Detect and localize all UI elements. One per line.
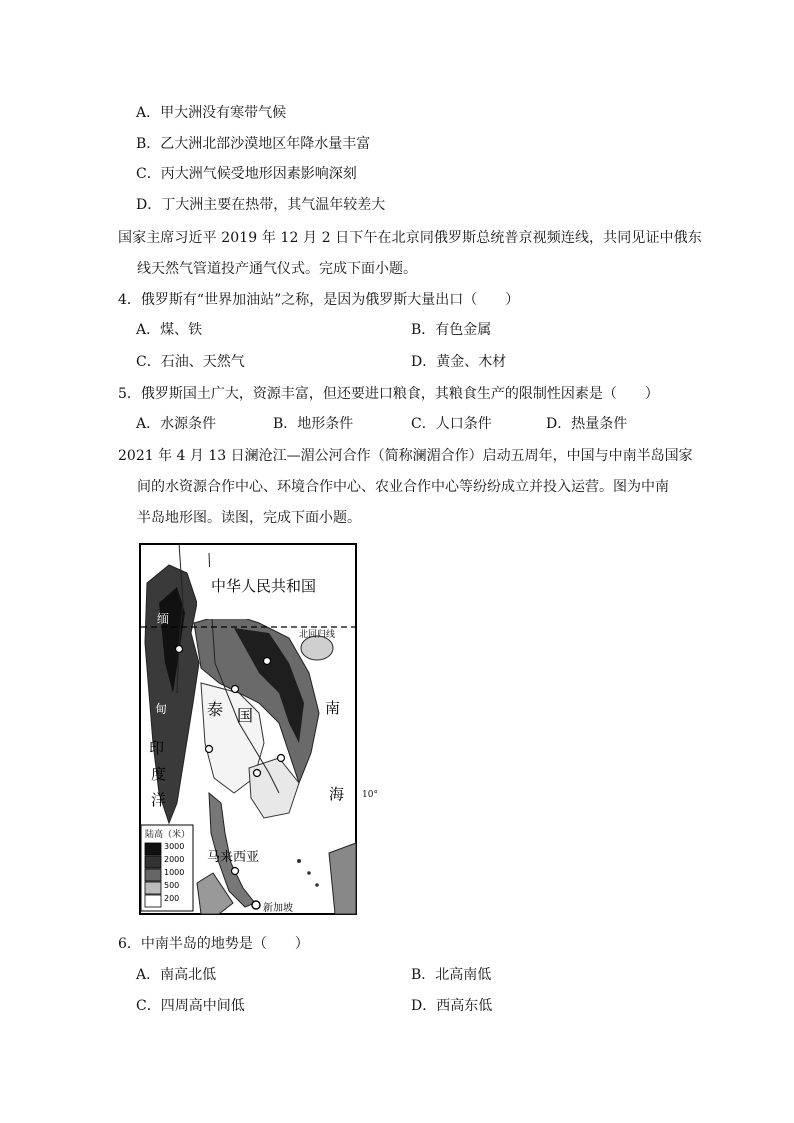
legend-swatch — [145, 895, 161, 907]
city-marker — [176, 646, 183, 653]
q4-option-c: C．石油、天然气 — [136, 354, 245, 370]
intro1-line2: 线天然气管道投产通气仪式。完成下面小题。 — [137, 261, 417, 277]
label-indian-1: 印 — [149, 739, 165, 757]
legend-label: 2000 — [164, 855, 185, 864]
label-nanhai-1: 南 — [325, 699, 341, 717]
indochina-terrain-map — [139, 543, 357, 915]
q4-option-b: B．有色金属 — [411, 322, 492, 338]
label-indian-3: 洋 — [151, 791, 167, 809]
intro2-line2: 间的水资源合作中心、环境合作中心、农业合作中心等纷纷成立并投入运营。图为中南 — [137, 479, 669, 495]
island — [315, 883, 319, 887]
label-malaysia: 马来西亚 — [207, 850, 260, 865]
city-marker — [232, 686, 239, 693]
legend-swatch — [145, 856, 161, 868]
q5-stem: 5．俄罗斯国土广大，资源丰富，但还要进口粮食，其粮食生产的限制性因素是（ ） — [118, 386, 659, 402]
island — [307, 871, 311, 875]
intro2-line1: 2021 年 4 月 13 日澜沧江—湄公河合作（简称澜湄合作）启动五周年，中国与中南半岛国家 — [118, 448, 693, 464]
q5-option-d: D．热量条件 — [546, 416, 628, 432]
legend-label: 200 — [164, 894, 180, 903]
city-marker — [254, 770, 261, 777]
label-myanmar-1: 缅 — [157, 612, 170, 626]
legend-swatch — [145, 843, 161, 855]
legend-label: 500 — [164, 881, 180, 890]
label-singapore: 新加坡 — [263, 903, 293, 914]
city-marker — [206, 746, 213, 753]
legend-title: 陆高（米） — [145, 830, 191, 840]
label-indian-2: 度 — [151, 765, 167, 783]
singapore-marker — [252, 901, 260, 909]
q4-stem: 4．俄罗斯有“世界加油站”之称，是因为俄罗斯大量出口（ ） — [118, 292, 520, 308]
q4-option-a: A．煤、铁 — [136, 322, 203, 338]
legend-swatch — [145, 882, 161, 894]
q3-option-a: A．甲大洲没有寒带气候 — [136, 105, 287, 121]
legend-swatch — [145, 869, 161, 881]
q3-option-c: C．丙大洲气候受地形因素影响深刻 — [136, 166, 357, 182]
intro2-line3: 半岛地形图。读图，完成下面小题。 — [137, 510, 361, 526]
legend-label: 3000 — [164, 842, 185, 851]
q5-option-c: C．人口条件 — [411, 416, 492, 432]
q6-option-d: D．西高东低 — [411, 998, 493, 1014]
label-china: 中华人民共和国 — [211, 577, 317, 595]
q6-option-b: B．北高南低 — [411, 967, 492, 983]
island — [297, 859, 301, 863]
elevation-legend — [141, 825, 193, 911]
city-marker — [264, 658, 271, 665]
q3-option-b: B．乙大洲北部沙漠地区年降水量丰富 — [136, 136, 371, 152]
q4-option-d: D．黄金、木材 — [411, 354, 507, 370]
intro1-line1: 国家主席习近平 2019 年 12 月 2 日下午在北京同俄罗斯总统普京视频连线，共同见证中俄东 — [118, 230, 702, 246]
q3-option-d: D．丁大洲主要在热带，其气温年较差大 — [136, 197, 386, 213]
label-lat10: 10° — [362, 790, 378, 800]
city-marker — [278, 755, 285, 762]
q6-stem: 6．中南半岛的地势是（ ） — [118, 936, 309, 952]
legend-label: 1000 — [164, 868, 185, 877]
q6-option-c: C．四周高中间低 — [136, 998, 245, 1014]
label-myanmar-2: 甸 — [155, 702, 168, 716]
label-thailand-1: 泰 — [207, 700, 224, 719]
label-tropic: 北回归线 — [299, 630, 336, 640]
city-marker — [232, 868, 239, 875]
label-nanhai-2: 海 — [329, 785, 345, 803]
label-thailand-2: 国 — [237, 706, 254, 725]
q6-option-a: A．南高北低 — [136, 967, 217, 983]
q5-option-a: A．水源条件 — [136, 416, 217, 432]
q5-option-b: B．地形条件 — [273, 416, 354, 432]
